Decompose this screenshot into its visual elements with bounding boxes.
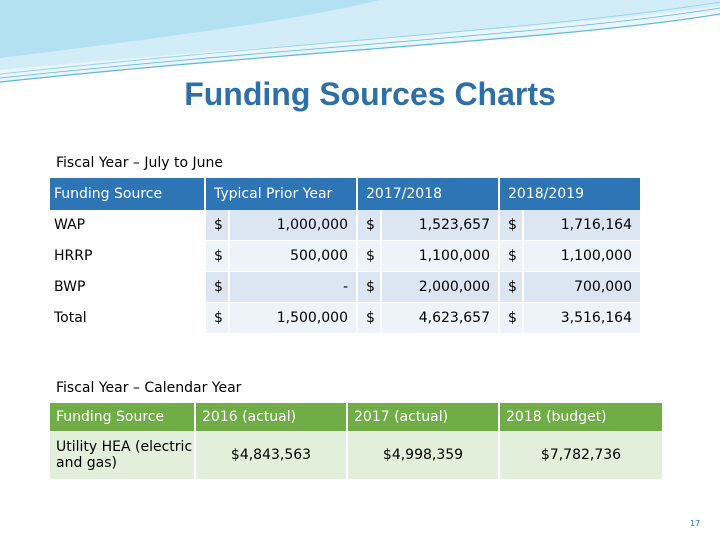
currency-symbol: $ (500, 272, 522, 303)
amount-cell: 1,100,000 (524, 241, 640, 272)
table-row (50, 431, 662, 479)
amount-cell: 1,716,164 (524, 210, 640, 241)
amount-cell: 1,000,000 (230, 210, 356, 241)
funding-table-calendar (48, 403, 664, 479)
currency-symbol: $ (500, 241, 522, 272)
amount-cell: 4,623,657 (382, 303, 498, 334)
amount-cell: 1,100,000 (382, 241, 498, 272)
amount-cell: $4,843,563 (196, 431, 346, 479)
row-label: Total (50, 303, 204, 334)
currency-symbol: $ (206, 241, 228, 272)
header-cell: Funding Source (50, 178, 204, 210)
header-cell: 2018 (budget) (500, 403, 662, 431)
amount-cell: 1,500,000 (230, 303, 356, 334)
amount-cell: 700,000 (524, 272, 640, 303)
page-number: 17 (690, 519, 701, 528)
row-label: WAP (50, 210, 204, 241)
table1-caption: Fiscal Year – July to June (56, 155, 223, 171)
amount-cell: 1,523,657 (382, 210, 498, 241)
slide-title: Funding Sources Charts (184, 76, 556, 112)
header-cell: Funding Source (50, 403, 194, 431)
currency-symbol: $ (206, 303, 228, 334)
header-cell: 2017/2018 (358, 178, 498, 210)
table-row (50, 272, 640, 303)
currency-symbol: $ (206, 272, 228, 303)
table2-caption: Fiscal Year – Calendar Year (56, 380, 242, 396)
amount-cell: 2,000,000 (382, 272, 498, 303)
row-label: BWP (50, 272, 204, 303)
currency-symbol: $ (206, 210, 228, 241)
header-cell: Typical Prior Year (206, 178, 356, 210)
currency-symbol: $ (500, 210, 522, 241)
funding-table-fiscal (48, 178, 642, 334)
currency-symbol: $ (358, 272, 380, 303)
amount-cell: 3,516,164 (524, 303, 640, 334)
amount-cell: 500,000 (230, 241, 356, 272)
amount-cell: - (230, 272, 356, 303)
currency-symbol: $ (500, 303, 522, 334)
table-row (50, 241, 640, 272)
amount-cell: $4,998,359 (348, 431, 498, 479)
header-cell: 2018/2019 (500, 178, 640, 210)
amount-cell: $7,782,736 (500, 431, 662, 479)
row-label: Utility HEA (electric and gas) (50, 431, 194, 479)
table-row (50, 210, 640, 241)
table-header-row (50, 178, 640, 210)
table-row (50, 303, 640, 334)
currency-symbol: $ (358, 303, 380, 334)
table-header-row (50, 403, 662, 431)
header-cell: 2017 (actual) (348, 403, 498, 431)
currency-symbol: $ (358, 241, 380, 272)
currency-symbol: $ (358, 210, 380, 241)
row-label: HRRP (50, 241, 204, 272)
header-cell: 2016 (actual) (196, 403, 346, 431)
